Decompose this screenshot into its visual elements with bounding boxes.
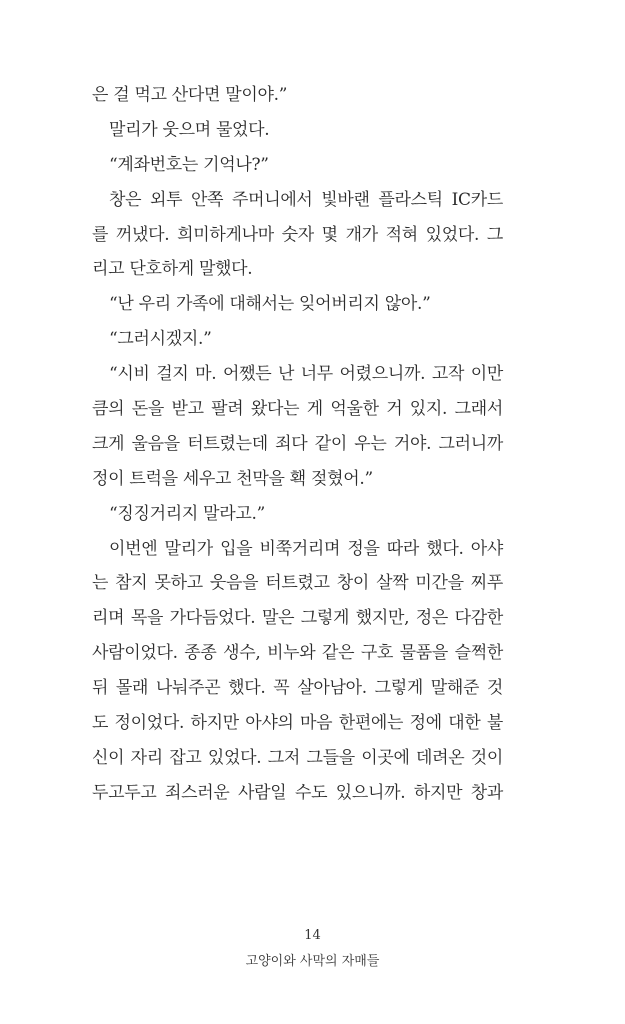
page-number: 14 bbox=[304, 928, 321, 943]
text-line: “그러시겠지.” bbox=[109, 329, 212, 350]
book-title: 고양이와 사막의 자매들 bbox=[245, 954, 380, 969]
text-line: 두고두고 죄스러운 사람일 수도 있으니까. 하지만 창과 bbox=[92, 782, 503, 803]
text-line: 이번엔 말리가 입을 비쭉거리며 정을 따라 했다. 아샤 bbox=[109, 538, 503, 559]
text-line: 를 꺼냈다. 희미하게나마 숫자 몇 개가 적혀 있었다. 그 bbox=[92, 224, 503, 245]
text-line: 뒤 몰래 나눠주곤 했다. 꼭 살아남아. 그렇게 말해준 것 bbox=[92, 678, 503, 699]
body-text bbox=[92, 78, 503, 811]
text-line: 창은 외투 안쪽 주머니에서 빛바랜 플라스틱 IC카드 bbox=[109, 189, 503, 210]
text-line: 사람이었다. 종종 생수, 비누와 같은 구호 물품을 슬쩍한 bbox=[92, 643, 503, 664]
text-line: “징징거리지 말라고.” bbox=[109, 503, 265, 524]
text-line: 리고 단호하게 말했다. bbox=[92, 259, 253, 280]
text-line: 는 참지 못하고 웃음을 터트렸고 창이 살짝 미간을 찌푸 bbox=[92, 573, 503, 594]
text-line: 정이 트럭을 세우고 천막을 홱 젖혔어.” bbox=[92, 468, 373, 489]
text-line: 큼의 돈을 받고 팔려 왔다는 게 억울한 거 있지. 그래서 bbox=[92, 399, 503, 420]
text-line: 크게 울음을 터트렸는데 죄다 같이 우는 거야. 그러니까 bbox=[92, 433, 503, 454]
text-line: “시비 걸지 마. 어쨌든 난 너무 어렸으니까. 고작 이만 bbox=[109, 364, 503, 385]
text-line: 말리가 웃으며 물었다. bbox=[109, 119, 270, 140]
text-line: “난 우리 가족에 대해서는 잊어버리지 않아.” bbox=[109, 294, 431, 315]
text-line: 리며 목을 가다듬었다. 말은 그렇게 했지만, 정은 다감한 bbox=[92, 608, 503, 629]
text-line: 도 정이었다. 하지만 아샤의 마음 한편에는 정에 대한 불 bbox=[92, 713, 503, 734]
text-line: 신이 자리 잡고 있었다. 그저 그들을 이곳에 데려온 것이 bbox=[92, 747, 503, 768]
text-line: “계좌번호는 기억나?” bbox=[109, 154, 269, 175]
text-line: 은 걸 먹고 산다면 말이야.” bbox=[92, 85, 288, 105]
